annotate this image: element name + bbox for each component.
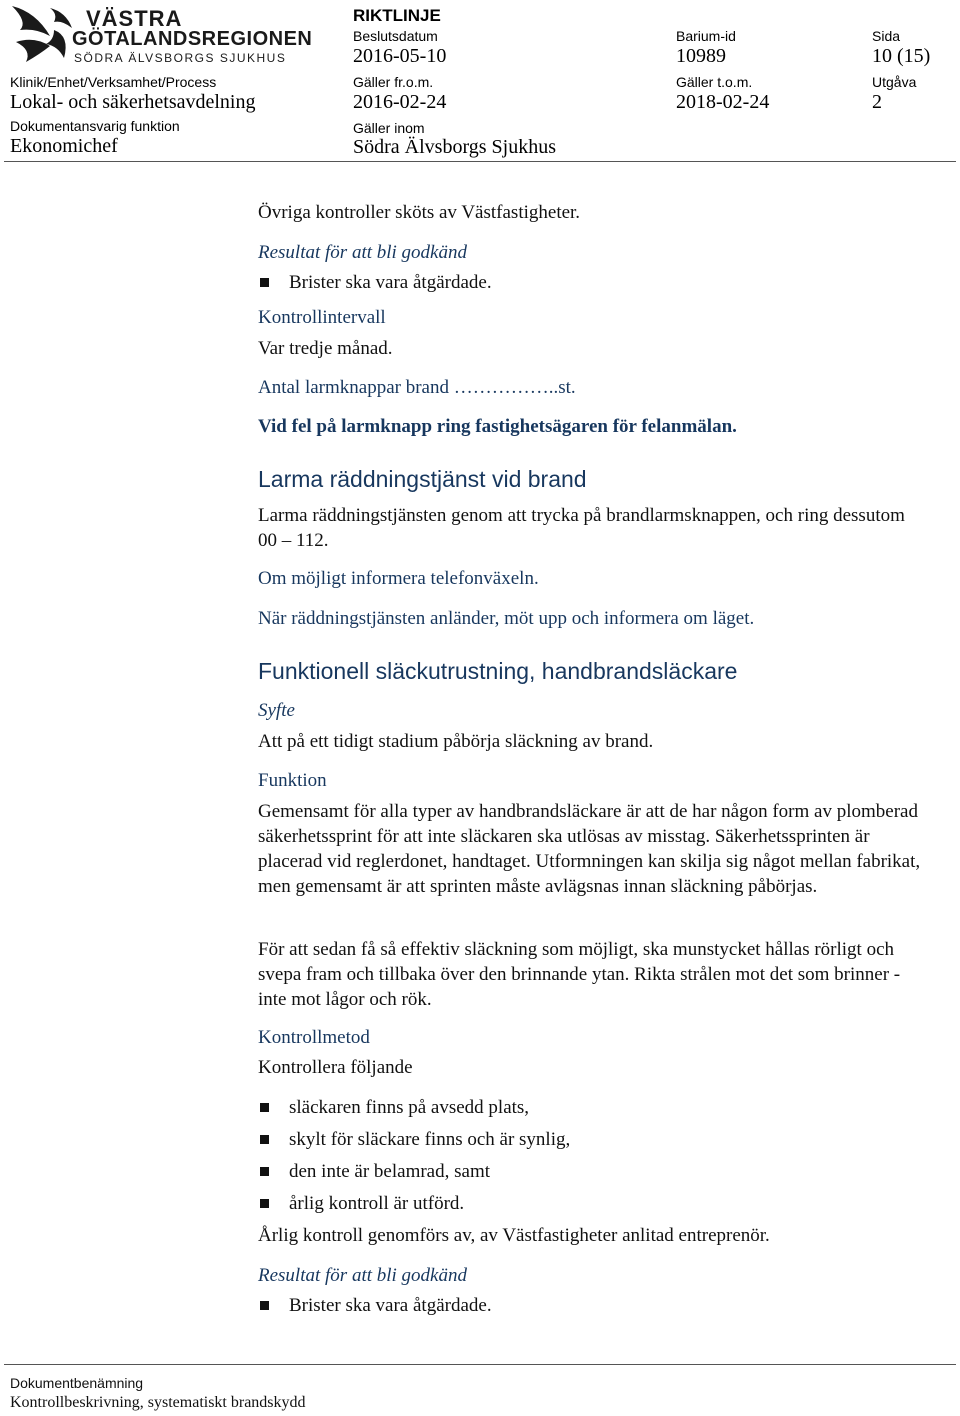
document-name-value: Kontrollbeskrivning, systematiskt brandskydd	[10, 1394, 306, 1411]
header-divider	[4, 161, 956, 162]
alarm-paragraph-1: Larma räddningstjänsten genom att trycka på brandlarmsknappen, och ring dessutom 00 – 112.	[258, 505, 905, 551]
annual-check-text: Årlig kontroll genomförs av, av Västfastigheter anlitad entreprenör.	[258, 1225, 770, 1246]
result-heading: Resultat för att bli godkänd	[258, 1265, 467, 1286]
function-paragraph-1: Gemensamt för alla typer av handbrandsläckare är att de har någon form av plomberad säkerhetssprint för att inte släckaren ska utlösas av misstag. Säkerhetssprinten är placerad vid reglerdonet, handtaget. Utformningen kan skilja sig något mellan fabrikat, men gemensamt är att sprinten måste avlägsnas innan släckning påbörjas.	[258, 801, 921, 897]
decision-date-value: 2016-05-10	[353, 45, 447, 67]
alarm-paragraph-3: När räddningstjänsten anländer, möt upp och informera om läget.	[258, 608, 755, 629]
page-value: 10 (15)	[872, 45, 931, 67]
result-heading: Resultat för att bli godkänd	[258, 242, 467, 263]
interval-heading: Kontrollintervall	[258, 307, 386, 328]
bullet-icon	[260, 1199, 269, 1208]
bullet-icon	[260, 1167, 269, 1176]
alarm-paragraph-2: Om möjligt informera telefonväxeln.	[258, 568, 539, 589]
method-item: årlig kontroll är utförd.	[289, 1193, 465, 1214]
bullet-icon	[260, 1301, 269, 1310]
document-name-label: Dokumentbenämning	[10, 1375, 144, 1391]
footer-divider	[4, 1364, 956, 1365]
section-title-extinguisher: Funktionell släckutrustning, handbrandsläckare	[258, 658, 738, 684]
document-type: RIKTLINJE	[353, 6, 441, 25]
interval-value: Var tredje månad.	[258, 338, 393, 359]
valid-to-label: Gäller t.o.m.	[676, 74, 753, 90]
method-item: den inte är belamrad, samt	[289, 1161, 491, 1182]
decision-date-label: Beslutsdatum	[353, 28, 438, 44]
edition-label: Utgåva	[872, 74, 917, 90]
method-item: skylt för släckare finns och är synlig,	[289, 1129, 571, 1150]
logo-line-1: VÄSTRA	[86, 6, 183, 31]
function-heading: Funktion	[258, 770, 327, 791]
responsible-value: Ekonomichef	[10, 135, 118, 157]
page-label: Sida	[872, 28, 901, 44]
method-heading: Kontrollmetod	[258, 1027, 370, 1048]
method-item: släckaren finns på avsedd plats,	[289, 1097, 530, 1118]
valid-from-label: Gäller fr.o.m.	[353, 74, 434, 90]
bullet-icon	[260, 278, 269, 287]
function-paragraph-2: För att sedan få så effektiv släckning som möjligt, ska munstycket hållas rörligt och svepa fram och tillbaka över den brinnande ytan. Rikta strålen mot det som brinner - inte mot lågor och rök.	[258, 939, 901, 1010]
responsible-label: Dokumentansvarig funktion	[10, 118, 180, 134]
valid-to-value: 2018-02-24	[676, 91, 770, 113]
method-intro: Kontrollera följande	[258, 1057, 413, 1078]
unit-label: Klinik/Enhet/Verksamhet/Process	[10, 74, 217, 90]
valid-within-value: Södra Älvsborgs Sjukhus	[353, 136, 556, 158]
edition-value: 2	[872, 91, 882, 113]
bullet-icon	[260, 1103, 269, 1112]
other-checks-text: Övriga kontroller sköts av Västfastigheter.	[258, 202, 581, 223]
barium-id-label: Barium-id	[676, 28, 736, 44]
logo-line-2: GÖTALANDSREGIONEN	[72, 28, 313, 50]
result-bullet: Brister ska vara åtgärdade.	[289, 272, 492, 293]
result-bullet: Brister ska vara åtgärdade.	[289, 1295, 492, 1316]
logo-line-3: SÖDRA ÄLVSBORGS SJUKHUS	[74, 51, 287, 65]
alarm-count-text: Antal larmknappar brand ……………..st.	[258, 377, 576, 398]
unit-value: Lokal- och säkerhetsavdelning	[10, 91, 256, 113]
region-logo	[6, 2, 322, 66]
purpose-heading: Syfte	[258, 700, 295, 721]
section-title-alarm: Larma räddningstjänst vid brand	[258, 466, 587, 492]
barium-id-value: 10989	[676, 45, 726, 67]
bullet-icon	[260, 1135, 269, 1144]
valid-from-value: 2016-02-24	[353, 91, 447, 113]
alarm-fault-text: Vid fel på larmknapp ring fastighetsägaren för felanmälan.	[258, 416, 737, 437]
valid-within-label: Gäller inom	[353, 120, 425, 136]
purpose-text: Att på ett tidigt stadium påbörja släckning av brand.	[258, 731, 654, 752]
